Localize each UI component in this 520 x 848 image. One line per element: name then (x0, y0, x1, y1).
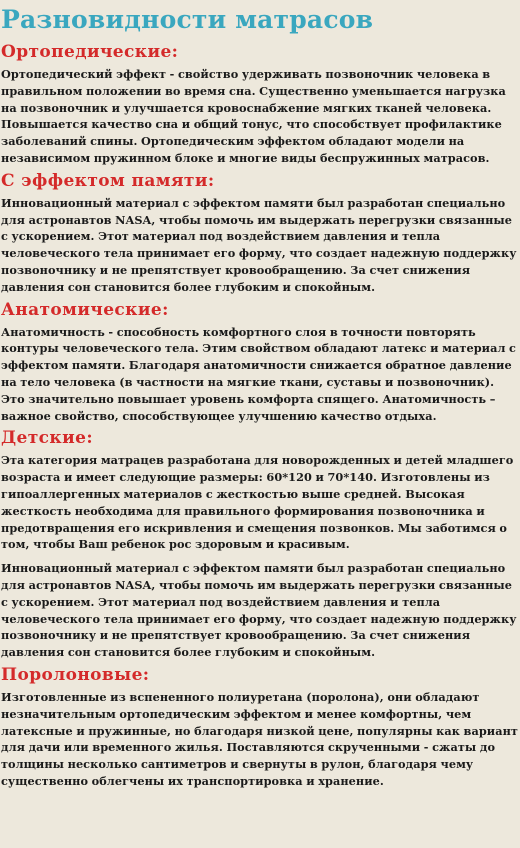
section-memory-foam (0, 167, 520, 296)
section-heading: Детские: (1, 428, 93, 449)
section-anatomical (0, 296, 520, 425)
page-title: Разновидности матрасов (1, 5, 374, 34)
section-paragraph: Эта категория матрацев разработана для новорожденных и детей младшего возраста и имеет следующие размеры: 60*120 и 70*140. Изготовлены из гипоаллергенных материалов с жесткостью выше средней. Высокая жесткость необходима для правильного формирования позвоночника и предотвращения его искривления и смещения позвонков. Мы заботимся о том, чтобы Ваш ребенок рос здоровым и красивым. (1, 453, 514, 552)
section-kids (0, 424, 520, 661)
section-paragraph: Ортопедический эффект - свойство удерживать позвоночник человека в правильном положении во время сна. Существенно уменьшается нагрузка на позвоночник и улучшается кровоснабжение мягких тканей человека. Повышается качество сна и общий тонус, что способствует профилактике заболеваний спины. Ортопедическим эффектом обладают модели на независимом пружинном блоке и многие виды беспружинных матрасов. (1, 67, 506, 165)
section-heading: Анатомические: (1, 299, 169, 320)
section-foam (0, 661, 520, 790)
section-orthopedic (0, 38, 520, 167)
section-paragraph: Инновационный материал с эффектом памяти был разработан специально для астронавтов NASA, чтобы помочь им выдержать перегрузки связанные с ускорением. Этот материал под воздействием давления и тепла человеческого тела принимает его форму, что создает надежную поддержку позвоночнику и не препятствует кровообращению. За счет снижения давления сон становится более глубоким и спокойным. (1, 195, 517, 294)
section-heading: Ортопедические: (1, 42, 179, 62)
section-paragraph: Изготовленные из вспененного полиуретана (поролона), они обладают незначительным ортопедическим эффектом и менее комфортны, чем латексные и пружинные, но благодаря низкой цене, популярны как вариант для дачи или временного жилья. Поставляются скрученными - сжаты до толщины несколько сантиметров и свернуты в рулон, благодаря чему существенно облегчены их транспортировка и хранение. (1, 689, 518, 788)
section-heading: Поролоновые: (1, 664, 150, 685)
section-paragraph: Анатомичность - способность комфортного слоя в точности повторять контуры человеческого тела. Этим свойством обладают латекс и материал с эффектом памяти. Благодаря анатомичности снижается обратное давление на тело человека (в частности на мягкие ткани, суставы и позвоночник). Это значительно повышает уровень комфорта спящего. Анатомичность – важное свойство, способствующее улучшению качество отдыха. (1, 324, 516, 423)
section-paragraph: Инновационный материал с эффектом памяти был разработан специально для астронавтов NASA, чтобы помочь им выдержать перегрузки связанные с ускорением. Этот материал под воздействием давления и тепла человеческого тела принимает его форму, что создает надежную поддержку позвоночнику и не препятствует кровообращению. За счет снижения давления сон становится более глубоким и спокойным. (1, 561, 517, 660)
section-heading: С эффектом памяти: (1, 170, 215, 191)
